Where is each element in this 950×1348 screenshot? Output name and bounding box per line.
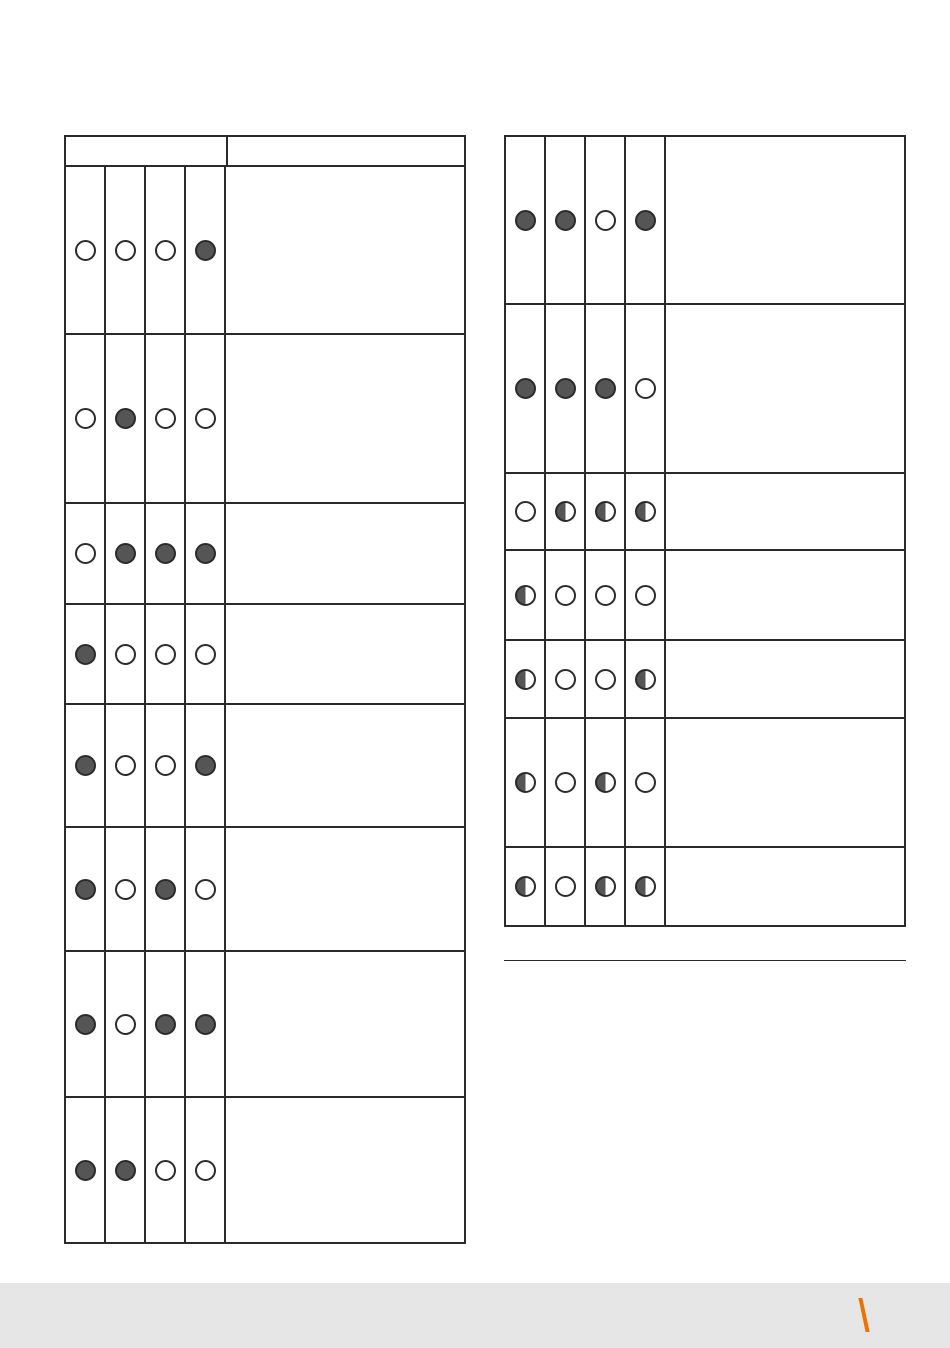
- empty-dot-icon: [555, 669, 576, 690]
- indicator-cell: [506, 137, 546, 303]
- indicator-cell: [146, 705, 186, 826]
- empty-dot-icon: [595, 210, 616, 231]
- indicator-cell: [546, 848, 586, 925]
- filled-dot-icon: [555, 210, 576, 231]
- indicator-cell: [546, 305, 586, 472]
- indicator-cell: [146, 952, 186, 1096]
- row-description: [666, 641, 904, 717]
- empty-dot-icon: [155, 644, 176, 665]
- indicator-cell: [626, 551, 666, 639]
- filled-dot-icon: [75, 1014, 96, 1035]
- empty-dot-icon: [75, 408, 96, 429]
- empty-dot-icon: [195, 408, 216, 429]
- indicator-cell: [66, 335, 106, 502]
- row-description: [226, 828, 464, 950]
- indicator-cell: [66, 952, 106, 1096]
- half-filled-dot-icon: [635, 876, 656, 897]
- filled-dot-icon: [195, 240, 216, 261]
- empty-dot-icon: [555, 876, 576, 897]
- indicator-cell: [506, 474, 546, 549]
- indicator-cell: [146, 504, 186, 603]
- empty-dot-icon: [115, 879, 136, 900]
- indicator-cell: [626, 719, 666, 846]
- table-row: [66, 952, 464, 1098]
- empty-dot-icon: [515, 501, 536, 522]
- empty-dot-icon: [115, 755, 136, 776]
- indicator-cell: [586, 305, 626, 472]
- indicator-cell: [506, 551, 546, 639]
- empty-dot-icon: [115, 1014, 136, 1035]
- filled-dot-icon: [155, 1014, 176, 1035]
- indicator-cell: [586, 551, 626, 639]
- indicator-cell: [106, 828, 146, 950]
- table-row: [506, 641, 904, 719]
- filled-dot-icon: [75, 879, 96, 900]
- filled-dot-icon: [515, 210, 536, 231]
- indicator-cell: [186, 335, 226, 502]
- indicator-cell: [586, 719, 626, 846]
- row-description: [666, 305, 904, 472]
- row-description: [666, 551, 904, 639]
- indicator-cell: [106, 335, 146, 502]
- row-description: [666, 719, 904, 846]
- row-description: [226, 504, 464, 603]
- indicator-cell: [186, 167, 226, 333]
- filled-dot-icon: [75, 644, 96, 665]
- empty-dot-icon: [195, 879, 216, 900]
- filled-dot-icon: [75, 1160, 96, 1181]
- indicator-cell: [186, 504, 226, 603]
- indicator-cell: [146, 335, 186, 502]
- empty-dot-icon: [195, 644, 216, 665]
- empty-dot-icon: [635, 772, 656, 793]
- half-filled-dot-icon: [595, 772, 616, 793]
- indicator-cell: [66, 167, 106, 333]
- filled-dot-icon: [555, 378, 576, 399]
- page-footer: [0, 1283, 950, 1348]
- indicator-cell: [586, 474, 626, 549]
- indicator-cell: [146, 605, 186, 703]
- empty-dot-icon: [155, 408, 176, 429]
- empty-dot-icon: [195, 1160, 216, 1181]
- table-row: [506, 305, 904, 474]
- half-filled-dot-icon: [515, 585, 536, 606]
- empty-dot-icon: [595, 585, 616, 606]
- indicator-cell: [546, 719, 586, 846]
- half-filled-dot-icon: [595, 876, 616, 897]
- filled-dot-icon: [155, 879, 176, 900]
- indicator-cell: [106, 605, 146, 703]
- table-row: [66, 605, 464, 705]
- table-row: [506, 474, 904, 551]
- indicator-cell: [66, 504, 106, 603]
- empty-dot-icon: [115, 644, 136, 665]
- empty-dot-icon: [75, 543, 96, 564]
- indicator-cell: [106, 705, 146, 826]
- indicator-cell: [186, 705, 226, 826]
- table-row: [66, 335, 464, 504]
- indicator-cell: [106, 1098, 146, 1242]
- row-description: [666, 474, 904, 549]
- row-description: [226, 335, 464, 502]
- table-row: [66, 1098, 464, 1242]
- row-description: [226, 1098, 464, 1242]
- filled-dot-icon: [115, 408, 136, 429]
- half-filled-dot-icon: [635, 669, 656, 690]
- table-row: [66, 705, 464, 828]
- empty-dot-icon: [635, 585, 656, 606]
- section-divider: [504, 960, 906, 961]
- indicator-cell: [106, 504, 146, 603]
- indicator-cell: [186, 952, 226, 1096]
- filled-dot-icon: [195, 1014, 216, 1035]
- indicator-cell: [106, 952, 146, 1096]
- indicator-cell: [106, 167, 146, 333]
- indicator-cell: [626, 137, 666, 303]
- indicator-cell: [506, 641, 546, 717]
- indicator-cell: [546, 551, 586, 639]
- table-row: [506, 551, 904, 641]
- indicator-cell: [586, 848, 626, 925]
- empty-dot-icon: [555, 772, 576, 793]
- led-status-table-right: [504, 135, 906, 927]
- indicator-cell: [546, 641, 586, 717]
- half-filled-dot-icon: [555, 501, 576, 522]
- indicator-cell: [186, 828, 226, 950]
- filled-dot-icon: [115, 1160, 136, 1181]
- row-description: [226, 952, 464, 1096]
- row-description: [226, 605, 464, 703]
- indicator-cell: [146, 167, 186, 333]
- indicator-cell: [626, 305, 666, 472]
- indicator-cell: [186, 605, 226, 703]
- indicator-cell: [586, 137, 626, 303]
- indicator-cell: [626, 474, 666, 549]
- row-description: [226, 167, 464, 333]
- row-description: [226, 705, 464, 826]
- indicator-cell: [546, 474, 586, 549]
- indicator-cell: [66, 605, 106, 703]
- table-row: [506, 719, 904, 848]
- table-row: [66, 504, 464, 605]
- table-header: [66, 137, 464, 167]
- empty-dot-icon: [155, 1160, 176, 1181]
- half-filled-dot-icon: [595, 501, 616, 522]
- filled-dot-icon: [595, 378, 616, 399]
- indicator-cell: [626, 848, 666, 925]
- header-divider: [226, 137, 228, 165]
- filled-dot-icon: [635, 210, 656, 231]
- led-status-table-left: [64, 135, 466, 1244]
- filled-dot-icon: [75, 755, 96, 776]
- indicator-cell: [66, 1098, 106, 1242]
- indicator-cell: [506, 305, 546, 472]
- indicator-cell: [546, 137, 586, 303]
- empty-dot-icon: [595, 669, 616, 690]
- empty-dot-icon: [555, 585, 576, 606]
- filled-dot-icon: [195, 755, 216, 776]
- indicator-cell: [66, 705, 106, 826]
- indicator-cell: [146, 1098, 186, 1242]
- half-filled-dot-icon: [635, 501, 656, 522]
- indicator-cell: [506, 848, 546, 925]
- indicator-cell: [626, 641, 666, 717]
- filled-dot-icon: [115, 543, 136, 564]
- empty-dot-icon: [635, 378, 656, 399]
- filled-dot-icon: [155, 543, 176, 564]
- table-row: [66, 828, 464, 952]
- table-row: [506, 848, 904, 925]
- empty-dot-icon: [155, 755, 176, 776]
- row-description: [666, 137, 904, 303]
- half-filled-dot-icon: [515, 669, 536, 690]
- filled-dot-icon: [195, 543, 216, 564]
- table-row: [66, 167, 464, 335]
- row-description: [666, 848, 904, 925]
- empty-dot-icon: [75, 240, 96, 261]
- half-filled-dot-icon: [515, 876, 536, 897]
- half-filled-dot-icon: [515, 772, 536, 793]
- indicator-cell: [586, 641, 626, 717]
- indicator-cell: [506, 719, 546, 846]
- filled-dot-icon: [515, 378, 536, 399]
- indicator-cell: [66, 828, 106, 950]
- empty-dot-icon: [115, 240, 136, 261]
- empty-dot-icon: [155, 240, 176, 261]
- table-row: [506, 137, 904, 305]
- indicator-cell: [146, 828, 186, 950]
- indicator-cell: [186, 1098, 226, 1242]
